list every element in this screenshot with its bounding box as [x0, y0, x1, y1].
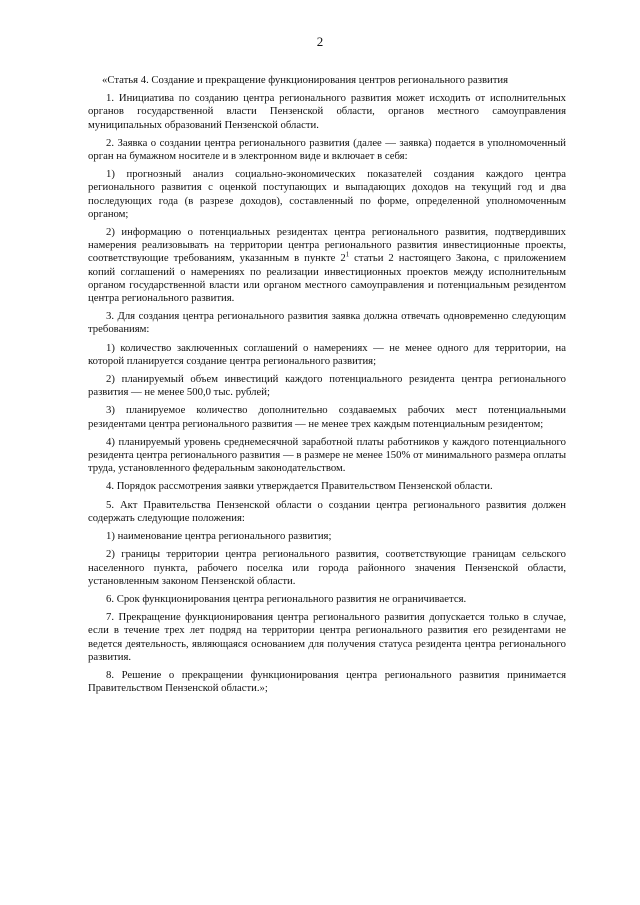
- paragraph-text-tail: статьи 2 настоящего Закона, с приложением копий соглашений о намерениях по реализации инвестиционных проектов между исполнительным органом государственной власти или органом местного самоуправления и потенциальным резидентом центра регионального развития.: [88, 252, 566, 305]
- paragraph: 5. Акт Правительства Пензенской области о создании центра регионального развития должен содержать следующие положения:: [88, 498, 566, 524]
- paragraph: 8. Решение о прекращении функционирования центра регионального развития принимается Правительством Пензенской области.»;: [88, 668, 566, 695]
- paragraph: 4. Порядок рассмотрения заявки утверждается Правительством Пензенской области.: [106, 480, 493, 493]
- paragraph: 4) планируемый уровень среднемесячной заработной платы работников у каждого потенциального резидента центра регионального развития — в размере не менее 150% от минимального размера оплаты труда, установленного федеральным законодательством.: [88, 435, 566, 475]
- paragraph: 2. Заявка о создании центра регионального развития (далее — заявка) подается в уполномоченный орган на бумажном носителе и в электронном виде и включает в себя:: [88, 136, 566, 163]
- paragraph: 1) наименование центра регионального развития;: [106, 530, 332, 543]
- paragraph-text: 2) информацию о потенциальных резидентах центра регионального развития, подтвердивших намерения реализовывать на территории центра регионального развития инвестиционные проекты, соответствующие требованиям, указанным в пункте 2: [88, 226, 566, 265]
- superscript-marker: 1: [345, 250, 350, 259]
- page-number: 2: [316, 34, 324, 49]
- paragraph: 2) планируемый объем инвестиций каждого потенциального резидента центра регионального развития — не менее 500,0 тыс. рублей;: [88, 373, 566, 399]
- article-heading: «Статья 4. Создание и прекращение функционирования центров регионального развития: [102, 74, 509, 86]
- paragraph: 1. Инициатива по созданию центра регионального развития может исходить от исполнительных органов государственной власти Пензенской области, органов местного самоуправления муниципальных образований Пензенской области.: [88, 92, 566, 131]
- paragraph-with-footnote: [88, 226, 566, 305]
- paragraph: 1) количество заключенных соглашений о намерениях — не менее одного для территории, на которой планируется создание центра регионального развития;: [88, 341, 566, 367]
- paragraph: 3) планируемое количество дополнительно создаваемых рабочих мест потенциальными резидентами центра регионального развития — не менее трех каждым потенциальным резидентом;: [88, 404, 566, 430]
- paragraph: 2) границы территории центра регионального развития, соответствующие границам сельского населенного пункта, рабочего поселка или города районного значения Пензенской области, установленным законом Пензенской области.: [88, 548, 566, 587]
- paragraph: 3. Для создания центра регионального развития заявка должна отвечать одновременно следующим требованиям:: [88, 310, 566, 336]
- article-body: [88, 74, 566, 700]
- paragraph: 1) прогнозный анализ социально-экономических показателей создания каждого центра регионального развития с оценкой поступающих и выпадающих доходов на текущий год и два последующих года (в разрезе доходов), составленный по форме, определенной уполномоченным органом;: [88, 168, 566, 220]
- paragraph: 6. Срок функционирования центра регионального развития не ограничивается.: [106, 592, 467, 605]
- paragraph: 7. Прекращение функционирования центра регионального развития допускается только в случае, если в течение трех лет подряд на территории центра регионального развития его резидентами не ведется деятельность, являющаяся основанием для получения статуса резидента центра регионального развития.: [88, 611, 566, 663]
